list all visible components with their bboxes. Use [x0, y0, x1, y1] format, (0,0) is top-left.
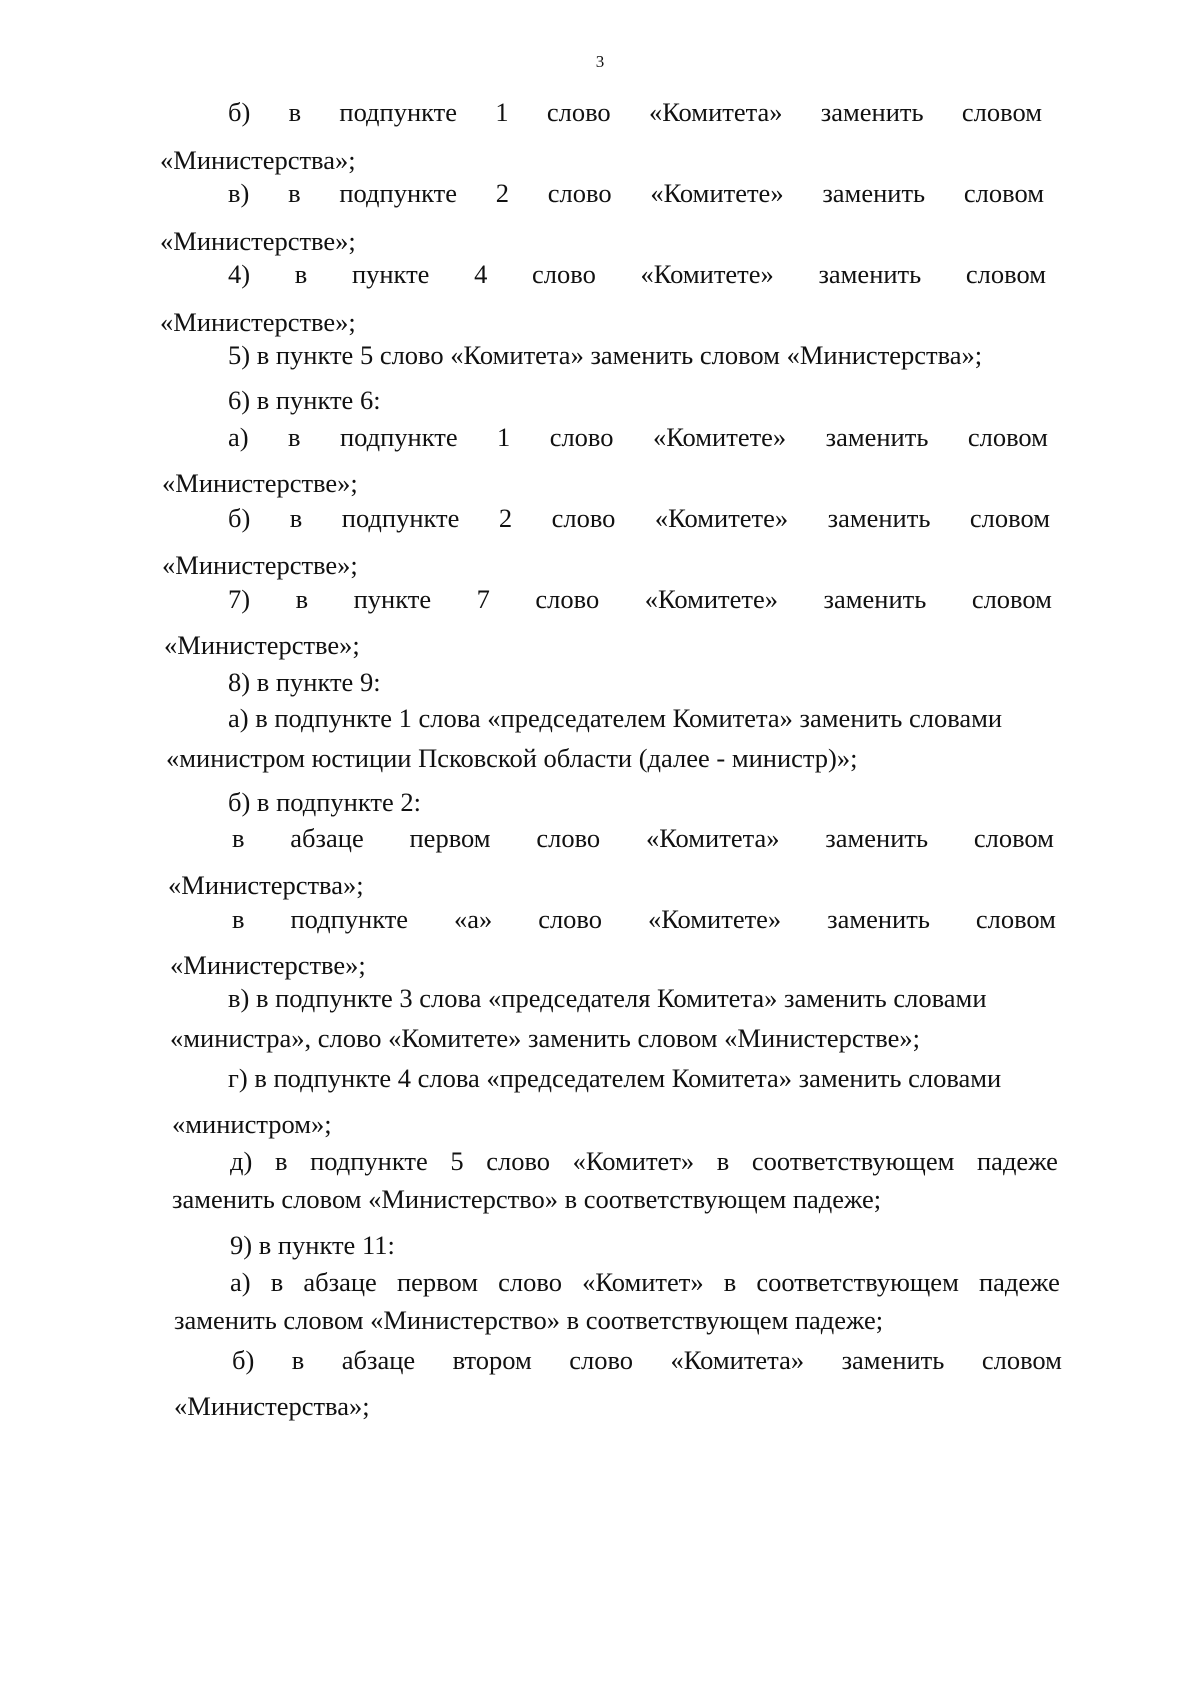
word: словом — [975, 904, 1056, 934]
word: заменить — [825, 823, 929, 853]
word: пункте — [351, 259, 430, 289]
word: в — [295, 584, 309, 614]
word: б) — [232, 1345, 255, 1375]
word: слово — [532, 259, 596, 289]
word: падеже — [978, 1267, 1060, 1297]
text-line — [228, 259, 1046, 289]
text-line — [232, 823, 1054, 853]
word: заменить — [841, 1345, 945, 1375]
word: б) — [228, 503, 251, 533]
word: «Комитета» — [645, 823, 780, 853]
word: 2 — [495, 178, 509, 208]
text-line: 8) в пункте 9: — [228, 667, 381, 697]
text-line: в) в подпункте 3 слова «председателя Комитета» заменить словами — [228, 983, 987, 1013]
word: соответствующем — [751, 1146, 955, 1176]
word: в — [232, 904, 245, 934]
word: в — [288, 178, 301, 208]
word: подпункте — [339, 97, 458, 127]
word: «Комитете» — [640, 259, 774, 289]
word: 4 — [474, 259, 488, 289]
word: заменить — [827, 904, 930, 934]
word: д) — [230, 1146, 253, 1176]
word: в — [716, 1146, 730, 1176]
text-line: «Министерстве»; — [170, 950, 366, 980]
word: 7) — [228, 584, 251, 614]
word: 2 — [498, 503, 513, 533]
word: подпункте — [339, 178, 457, 208]
word: слово — [486, 1146, 551, 1176]
word: 4) — [228, 259, 251, 289]
word: слово — [535, 584, 600, 614]
text-line — [230, 1267, 1060, 1297]
word: первом — [396, 1267, 478, 1297]
word: первом — [409, 823, 491, 853]
word: словом — [981, 1345, 1062, 1375]
word: в — [274, 1146, 288, 1176]
text-line: «Министерстве»; — [160, 226, 356, 256]
text-line: «Министерстве»; — [162, 468, 358, 498]
word: «Комитета» — [670, 1345, 805, 1375]
text-line: «министром»; — [172, 1109, 332, 1139]
word: заменить — [820, 97, 924, 127]
text-line: «Министерства»; — [174, 1391, 370, 1421]
text-line: а) в подпункте 1 слова «председателем Комитета» заменить словами — [228, 703, 1003, 733]
word: абзаце — [341, 1345, 416, 1375]
word: в) — [228, 178, 250, 208]
word: а) — [228, 422, 249, 452]
text-line — [228, 178, 1044, 208]
word: заменить — [827, 503, 931, 533]
word: 1 — [495, 97, 509, 127]
word: «Комитет» — [582, 1267, 704, 1297]
text-line: 5) в пункте 5 слово «Комитета» заменить словом «Министерства»; — [228, 340, 983, 370]
word: подпункте — [341, 503, 460, 533]
word: падеже — [977, 1146, 1058, 1176]
word: «Комитете» — [644, 584, 778, 614]
word: в — [294, 259, 308, 289]
word: заменить — [822, 178, 926, 208]
word: «а» — [454, 904, 493, 934]
text-line: б) в подпункте 2: — [228, 787, 421, 817]
word: слово — [549, 422, 614, 452]
text-line — [232, 1345, 1062, 1375]
word: подпункте — [339, 422, 458, 452]
word: в — [291, 1345, 305, 1375]
word: слово — [569, 1345, 634, 1375]
word: втором — [452, 1345, 532, 1375]
text-line: 9) в пункте 11: — [230, 1230, 395, 1260]
word: словом — [973, 823, 1054, 853]
word: слово — [538, 904, 603, 934]
word: 5 — [450, 1146, 464, 1176]
word: слово — [536, 823, 601, 853]
text-line — [228, 503, 1050, 533]
word: в — [288, 422, 301, 452]
text-line — [228, 584, 1052, 614]
word: в — [270, 1267, 284, 1297]
text-line — [228, 422, 1048, 452]
word: словом — [965, 259, 1046, 289]
word: слово — [547, 178, 612, 208]
text-line: «Министерстве»; — [162, 550, 358, 580]
word: словом — [971, 584, 1052, 614]
word: а) — [230, 1267, 251, 1297]
text-line — [228, 97, 1042, 127]
word: 1 — [497, 422, 511, 452]
text-line — [232, 904, 1056, 934]
word: «Комитета» — [648, 97, 783, 127]
text-line: «министра», слово «Комитете» заменить словом «Министерстве»; — [170, 1023, 920, 1053]
word: в — [288, 97, 302, 127]
text-line: заменить словом «Министерство» в соответствующем падеже; — [174, 1305, 884, 1335]
word: «Комитете» — [647, 904, 782, 934]
text-line: 6) в пункте 6: — [228, 385, 381, 415]
word: заменить — [825, 422, 929, 452]
word: «Комитете» — [654, 503, 789, 533]
word: б) — [228, 97, 251, 127]
word: словом — [963, 178, 1044, 208]
word: подпункте — [310, 1146, 428, 1176]
page-number: 3 — [595, 52, 605, 71]
word: слово — [551, 503, 616, 533]
text-line — [230, 1146, 1058, 1176]
word: абзаце — [290, 823, 364, 853]
word: абзаце — [303, 1267, 377, 1297]
word: в — [723, 1267, 737, 1297]
word: словом — [969, 503, 1050, 533]
text-line: «Министерстве»; — [160, 307, 356, 337]
word: слово — [546, 97, 611, 127]
word: «Комитете» — [650, 178, 784, 208]
word: подпункте — [290, 904, 409, 934]
word: словом — [967, 422, 1048, 452]
text-line: г) в подпункте 4 слова «председателем Комитета» заменить словами — [228, 1063, 1002, 1093]
word: соответствующем — [756, 1267, 959, 1297]
text-line: «Министерства»; — [168, 870, 364, 900]
word: заменить — [823, 584, 927, 614]
word: заменить — [818, 259, 922, 289]
text-line: «министром юстиции Псковской области (далее - министр)»; — [166, 743, 858, 773]
word: в — [289, 503, 303, 533]
word: «Комитете» — [652, 422, 787, 452]
word: пункте — [353, 584, 432, 614]
word: слово — [498, 1267, 562, 1297]
word: в — [232, 823, 245, 853]
text-line: «Министерства»; — [160, 145, 356, 175]
word: словом — [961, 97, 1042, 127]
word: 7 — [476, 584, 490, 614]
word: «Комитет» — [572, 1146, 695, 1176]
text-line: заменить словом «Министерство» в соответствующем падеже; — [172, 1184, 882, 1214]
text-line: «Министерстве»; — [164, 630, 360, 660]
